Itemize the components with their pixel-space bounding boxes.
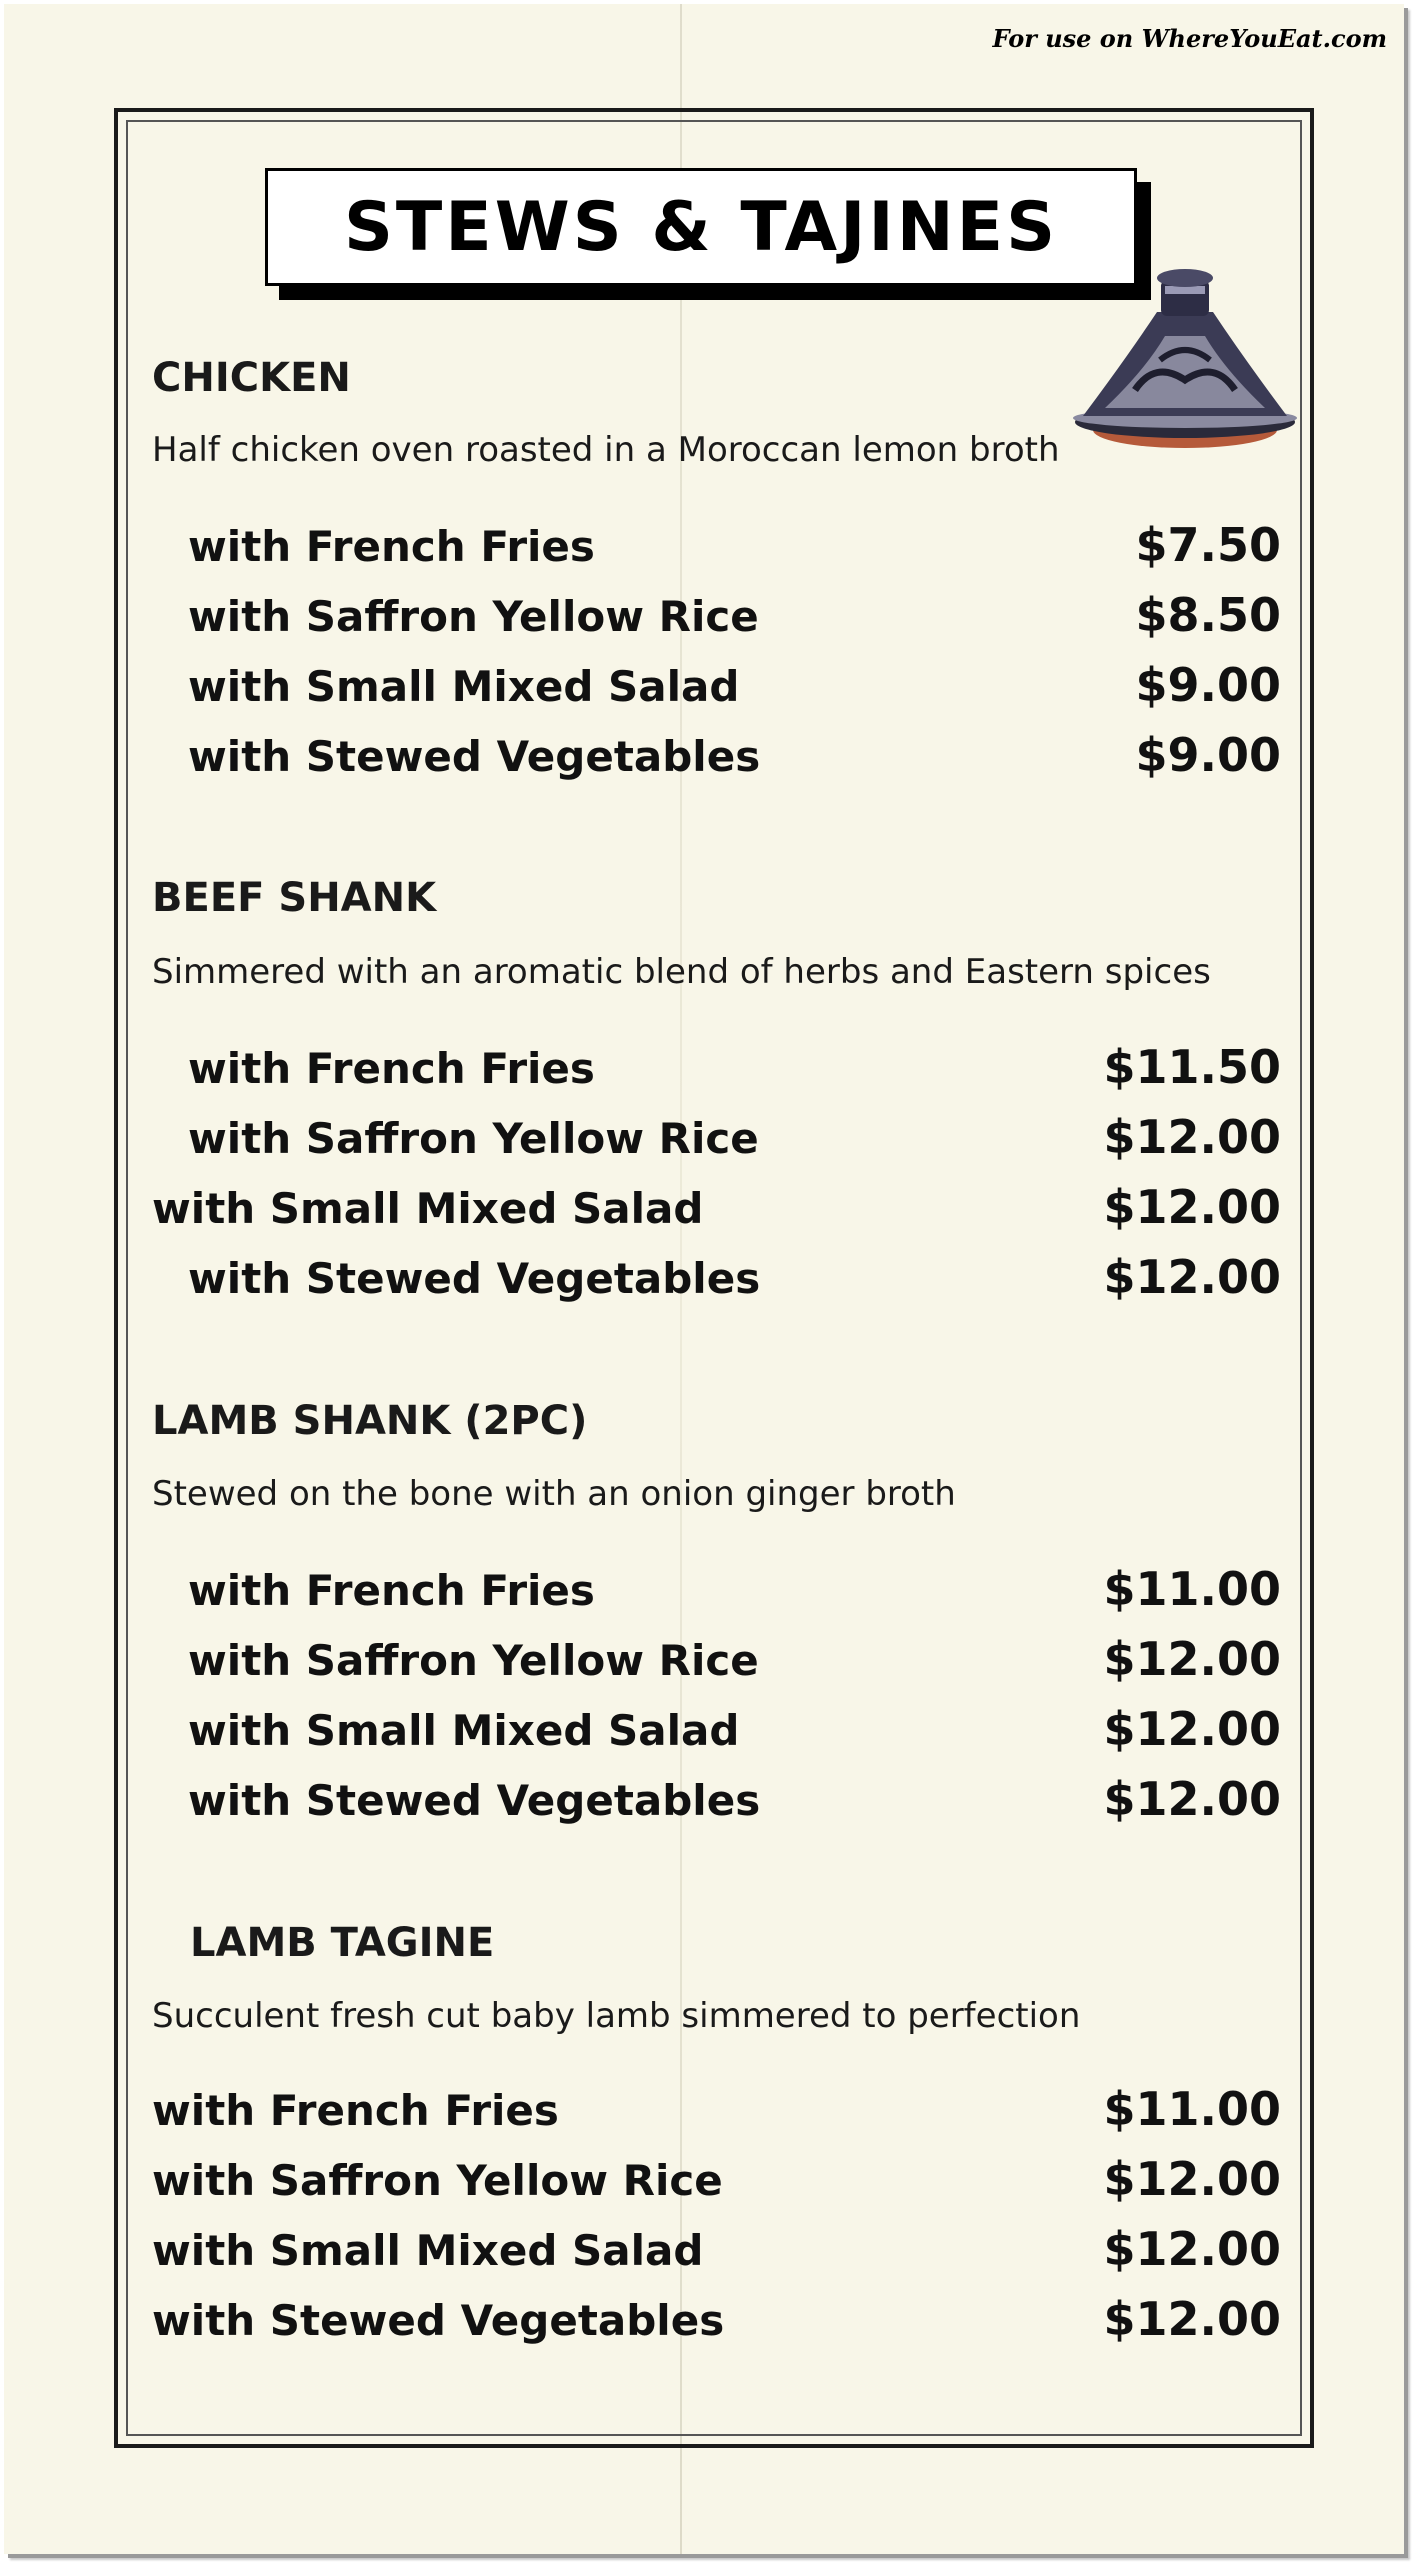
menu-item-price: $12.00 [1103,1772,1281,1826]
menu-item-price: $8.50 [1135,588,1281,642]
menu-item-label: with French Fries [188,522,595,571]
menu-item-price: $11.00 [1103,2082,1281,2136]
menu-item-price: $9.00 [1135,658,1281,712]
menu-item-price: $12.00 [1103,1180,1281,1234]
watermark: For use on WhereYouEat.com [992,24,1387,53]
menu-item-price: $12.00 [1103,2222,1281,2276]
menu-item-price: $12.00 [1103,1110,1281,1164]
section-title: CHICKEN [152,355,351,401]
menu-item-label: with Saffron Yellow Rice [152,2156,723,2205]
menu-item-label: with Saffron Yellow Rice [188,592,759,641]
menu-item-price: $12.00 [1103,1702,1281,1756]
menu-item-label: with Small Mixed Salad [188,1706,740,1755]
menu-item-price: $11.00 [1103,1562,1281,1616]
menu-item-price: $12.00 [1103,2152,1281,2206]
section-description: Half chicken oven roasted in a Moroccan lemon broth [152,430,1060,470]
section-description: Succulent fresh cut baby lamb simmered to perfection [152,1996,1081,2036]
menu-item-price: $12.00 [1103,1632,1281,1686]
menu-item-label: with French Fries [188,1044,595,1093]
menu-item-price: $12.00 [1103,2292,1281,2346]
section-description: Stewed on the bone with an onion ginger broth [152,1474,956,1514]
menu-item-label: with Saffron Yellow Rice [188,1636,759,1685]
menu-item-label: with French Fries [188,1566,595,1615]
menu-item-label: with Small Mixed Salad [188,662,740,711]
page-title-box [265,168,1137,286]
page-title: STEWS & TAJINES [343,187,1059,267]
menu-item-label: with Stewed Vegetables [188,1254,761,1303]
menu-item-price: $11.50 [1103,1040,1281,1094]
menu-item-label: with Small Mixed Salad [152,1184,704,1233]
section-title: LAMB SHANK (2PC) [152,1398,588,1444]
menu-item-label: with Stewed Vegetables [152,2296,725,2345]
menu-item-price: $12.00 [1103,1250,1281,1304]
section-title: BEEF SHANK [152,875,437,921]
section-description: Simmered with an aromatic blend of herbs and Eastern spices [152,952,1211,992]
menu-item-label: with French Fries [152,2086,559,2135]
menu-item-price: $9.00 [1135,728,1281,782]
menu-item-label: with Stewed Vegetables [188,1776,761,1825]
tajine-pot-icon [1065,240,1305,455]
menu-item-label: with Saffron Yellow Rice [188,1114,759,1163]
menu-item-price: $7.50 [1135,518,1281,572]
section-title: LAMB TAGINE [190,1920,495,1966]
menu-item-label: with Stewed Vegetables [188,732,761,781]
menu-item-label: with Small Mixed Salad [152,2226,704,2275]
